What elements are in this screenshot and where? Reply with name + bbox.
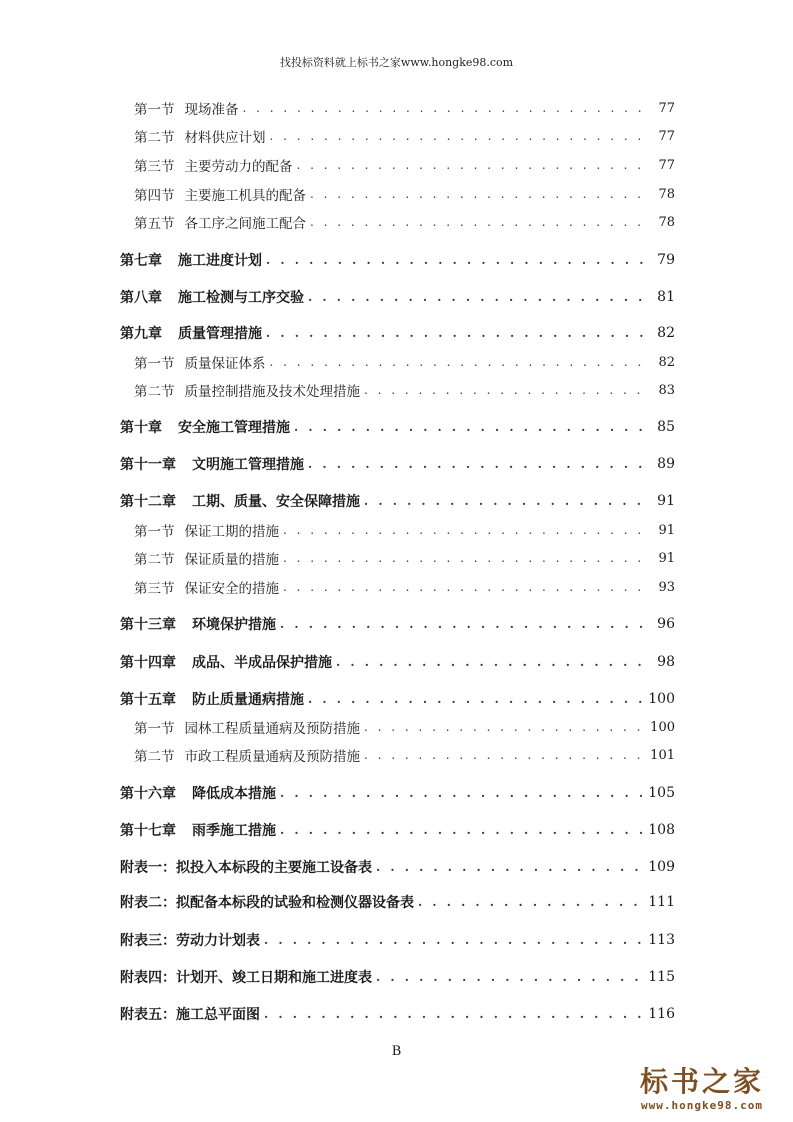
toc-entry-title: 现场准备 <box>184 102 239 118</box>
toc-entry-label <box>134 577 279 597</box>
toc-page-number: 93 <box>658 579 675 595</box>
toc-entry-label <box>134 184 306 204</box>
toc-entry-number: 第二节 <box>134 384 175 400</box>
toc-entry-title: 工期、质量、安全保障措施 <box>192 494 360 510</box>
toc-entry-title: 计划开、竣工日期和施工进度表 <box>176 970 372 986</box>
toc-page-number: 91 <box>658 550 675 566</box>
toc-page-number: 96 <box>657 616 675 632</box>
toc-page-number: 91 <box>658 522 675 538</box>
toc-leader-dots <box>297 158 650 172</box>
toc-entry-label <box>134 352 266 372</box>
toc-entry-title: 施工进度计划 <box>178 253 262 269</box>
toc-chapter-entry[interactable] <box>120 416 675 438</box>
toc-entry-number: 附表一： <box>120 860 176 876</box>
toc-page-number: 89 <box>657 456 675 472</box>
toc-entry-title: 劳动力计划表 <box>176 933 260 949</box>
toc-entry-label <box>120 417 290 437</box>
toc-entry-title: 材料供应计划 <box>184 130 266 146</box>
toc-entry-label <box>120 967 372 987</box>
toc-leader-dots <box>364 494 649 508</box>
toc-entry-number: 第十四章 <box>120 655 176 671</box>
toc-leader-dots <box>364 748 646 762</box>
toc-leader-dots <box>283 523 649 537</box>
toc-entry-number: 第五节 <box>134 216 175 232</box>
toc-entry-number: 第四节 <box>134 188 175 204</box>
toc-chapter-entry[interactable] <box>120 286 675 308</box>
toc-entry-label <box>120 454 304 474</box>
toc-entry-title: 质量管理措施 <box>178 326 262 342</box>
toc-leader-dots <box>243 101 650 115</box>
toc-entry-label <box>120 250 262 270</box>
toc-leader-dots <box>310 187 649 201</box>
toc-entry-title: 施工检测与工序交验 <box>178 290 304 306</box>
toc-entry-label <box>134 520 279 540</box>
toc-entry-number: 第三节 <box>134 159 175 175</box>
toc-entry-title: 拟投入本标段的主要施工设备表 <box>176 860 372 876</box>
toc-leader-dots <box>280 823 644 837</box>
toc-page-number: 105 <box>648 785 675 801</box>
toc-page-number: 77 <box>658 128 675 144</box>
toc-entry-title: 施工总平面图 <box>176 1007 260 1023</box>
toc-entry-number: 附表五： <box>120 1007 176 1023</box>
toc-page-number: 77 <box>658 100 675 116</box>
toc-entry-number: 第二节 <box>134 749 175 765</box>
toc-section-entry[interactable] <box>120 125 675 147</box>
toc-entry-label <box>134 548 279 568</box>
toc-leader-dots <box>280 617 649 631</box>
toc-entry-label <box>120 1004 260 1024</box>
toc-entry-label <box>120 652 332 672</box>
watermark-url: www.hongke98.com <box>641 1099 763 1112</box>
toc-entry-number: 第十三章 <box>120 617 176 633</box>
toc-appendix-entry[interactable] <box>120 1003 675 1025</box>
toc-section-entry[interactable] <box>120 716 675 738</box>
toc-leader-dots <box>418 895 644 909</box>
toc-leader-dots <box>308 457 649 471</box>
toc-page-number: 101 <box>650 747 675 763</box>
toc-page-number: 85 <box>657 419 675 435</box>
toc-section-entry[interactable] <box>120 576 675 598</box>
toc-page-number: 98 <box>657 654 675 670</box>
toc-entry-title: 各工序之间施工配合 <box>184 216 306 232</box>
toc-section-entry[interactable] <box>120 211 675 233</box>
toc-entry-number: 第一节 <box>134 102 175 118</box>
page-number: B <box>391 1044 402 1059</box>
toc-page-number: 113 <box>648 932 675 948</box>
toc-entry-number: 第九章 <box>120 326 162 342</box>
toc-page-number: 78 <box>658 186 675 202</box>
toc-leader-dots <box>376 860 644 874</box>
toc-entry-label <box>120 614 276 634</box>
toc-entry-label <box>120 689 304 709</box>
toc-chapter-entry[interactable] <box>120 819 675 841</box>
toc-entry-label <box>120 783 276 803</box>
toc-section-entry[interactable] <box>120 183 675 205</box>
toc-entry-title: 质量控制措施及技术处理措施 <box>184 384 360 400</box>
toc-leader-dots <box>294 420 649 434</box>
toc-leader-dots <box>270 355 650 369</box>
toc-entry-title: 成品、半成品保护措施 <box>192 655 332 671</box>
toc-page-number: 100 <box>650 719 675 735</box>
toc-chapter-entry[interactable] <box>120 490 675 512</box>
toc-entry-number: 第十章 <box>120 420 162 436</box>
toc-appendix-entry[interactable] <box>120 966 675 988</box>
toc-entry-label <box>134 745 360 765</box>
toc-leader-dots <box>336 655 649 669</box>
toc-entry-number: 第二节 <box>134 130 175 146</box>
toc-entry-label <box>120 930 260 950</box>
toc-entry-number: 第十六章 <box>120 786 176 802</box>
toc-entry-title: 安全施工管理措施 <box>178 420 290 436</box>
toc-appendix-entry[interactable] <box>120 891 675 913</box>
toc-leader-dots <box>264 933 644 947</box>
toc-entry-number: 附表四： <box>120 970 176 986</box>
toc-entry-number: 第一节 <box>134 721 175 737</box>
toc-page-number: 82 <box>657 325 675 341</box>
toc-entry-title: 文明施工管理措施 <box>192 457 304 473</box>
page-header: 找投标资料就上标书之家www.hongke98.com <box>279 56 514 69</box>
toc-appendix-entry[interactable] <box>120 929 675 951</box>
toc-entry-title: 雨季施工措施 <box>192 823 276 839</box>
toc-chapter-entry[interactable] <box>120 613 675 635</box>
toc-chapter-entry[interactable] <box>120 249 675 271</box>
toc-entry-title: 园林工程质量通病及预防措施 <box>184 721 360 737</box>
toc-page-number: 82 <box>658 354 675 370</box>
toc-chapter-entry[interactable] <box>120 322 675 344</box>
toc-leader-dots <box>266 253 649 267</box>
toc-chapter-entry[interactable] <box>120 651 675 673</box>
toc-entry-label <box>120 892 414 912</box>
toc-entry-title: 拟配备本标段的试验和检测仪器设备表 <box>176 895 414 911</box>
toc-leader-dots <box>280 786 644 800</box>
toc-entry-number: 第十七章 <box>120 823 176 839</box>
watermark-logo <box>627 1065 777 1112</box>
toc-entry-title: 保证工期的措施 <box>184 524 279 540</box>
toc-section-entry[interactable] <box>120 379 675 401</box>
toc-chapter-entry[interactable] <box>120 688 675 710</box>
toc-leader-dots <box>308 692 644 706</box>
toc-page-number: 81 <box>657 289 675 305</box>
toc-entry-title: 防止质量通病措施 <box>192 692 304 708</box>
toc-entry-label <box>134 126 266 146</box>
toc-entry-title: 环境保护措施 <box>192 617 276 633</box>
toc-entry-title: 质量保证体系 <box>184 356 266 372</box>
toc-entry-label <box>120 287 304 307</box>
watermark-brand: 标书之家 <box>639 1065 764 1098</box>
toc-leader-dots <box>264 1007 644 1021</box>
toc-entry-number: 第十二章 <box>120 494 176 510</box>
toc-entry-title: 保证安全的措施 <box>184 581 279 597</box>
toc-leader-dots <box>266 326 649 340</box>
toc-entry-label <box>134 717 360 737</box>
toc-leader-dots <box>310 215 649 229</box>
toc-leader-dots <box>283 551 649 565</box>
toc-leader-dots <box>376 970 644 984</box>
toc-page-number: 79 <box>657 252 675 268</box>
toc-entry-number: 第一节 <box>134 356 175 372</box>
toc-entry-title: 保证质量的措施 <box>184 552 279 568</box>
toc-page-number: 78 <box>658 214 675 230</box>
toc-entry-number: 附表二： <box>120 895 176 911</box>
toc-entry-label <box>134 98 239 118</box>
toc-entry-title: 市政工程质量通病及预防措施 <box>184 749 360 765</box>
toc-entry-title: 降低成本措施 <box>192 786 276 802</box>
toc-entry-label <box>134 155 293 175</box>
toc-leader-dots <box>364 383 649 397</box>
toc-entry-number: 第八章 <box>120 290 162 306</box>
toc-entry-label <box>134 212 306 232</box>
toc-section-entry[interactable] <box>120 519 675 541</box>
toc-page-number: 115 <box>648 969 675 985</box>
toc-appendix-entry[interactable] <box>120 856 675 878</box>
toc-section-entry[interactable] <box>120 547 675 569</box>
toc-section-entry[interactable] <box>120 351 675 373</box>
toc-entry-label <box>134 380 360 400</box>
toc-page-number: 116 <box>648 1006 675 1022</box>
toc-leader-dots <box>283 580 649 594</box>
toc-entry-number: 第三节 <box>134 581 175 597</box>
toc-section-entry[interactable] <box>120 744 675 766</box>
toc-page-number: 108 <box>648 822 675 838</box>
toc-page-number: 77 <box>658 157 675 173</box>
toc-page-number: 83 <box>658 382 675 398</box>
toc-page-number: 100 <box>648 691 675 707</box>
toc-chapter-entry[interactable] <box>120 453 675 475</box>
toc-entry-number: 第十五章 <box>120 692 176 708</box>
toc-leader-dots <box>270 129 650 143</box>
toc-page-number: 91 <box>657 493 675 509</box>
toc-entry-number: 第一节 <box>134 524 175 540</box>
toc-entry-number: 第七章 <box>120 253 162 269</box>
toc-section-entry[interactable] <box>120 97 675 119</box>
toc-entry-title: 主要施工机具的配备 <box>184 188 306 204</box>
toc-entry-title: 主要劳动力的配备 <box>184 159 293 175</box>
toc-section-entry[interactable] <box>120 154 675 176</box>
toc-entry-label <box>120 857 372 877</box>
toc-entry-label <box>120 491 360 511</box>
toc-leader-dots <box>308 290 649 304</box>
toc-entry-number: 附表三： <box>120 933 176 949</box>
toc-entry-label <box>120 820 276 840</box>
toc-entry-label <box>120 323 262 343</box>
toc-leader-dots <box>364 720 646 734</box>
toc-chapter-entry[interactable] <box>120 782 675 804</box>
toc-page-number: 111 <box>648 894 675 910</box>
toc-page-number: 109 <box>648 859 675 875</box>
toc-entry-number: 第十一章 <box>120 457 176 473</box>
toc-entry-number: 第二节 <box>134 552 175 568</box>
